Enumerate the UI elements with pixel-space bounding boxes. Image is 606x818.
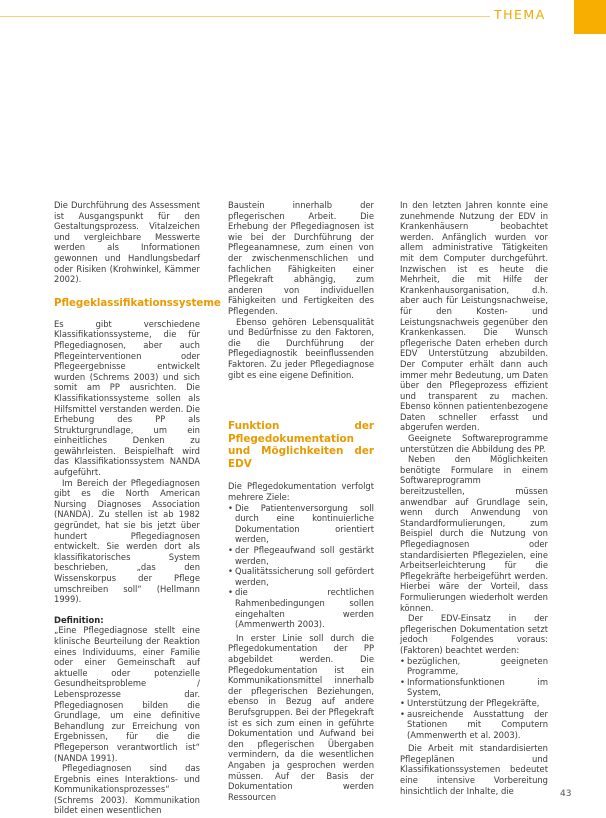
list-item: • Qualitätssicherung soll gefördert werden, (228, 566, 374, 587)
section-label: THEMA (494, 7, 546, 22)
paragraph: Ebenso gehören Lebensqualität und Bedürfnisse zu den Faktoren, die die Durchführung der Pflegediagnostik beeinflussenden Faktoren. Zu jeder Pflegediagnose gibt es eine eigene Definition. (228, 316, 374, 380)
paragraph: Es gibt verschiedene Klassifikationssysteme, die für Pflegediagnosen, aber auch Pflegeinterventionen oder Pflegeergebnisse entwickelt wurden (Schrems 2003) und sich somit am PP ausrichten. Die Klassifikationssysteme sollen als Hilfsmittel verstanden werden. Die Erhebung des PP als Strukturgrundlage, um ein einheitliches Denken zu gewährleisten. Beispielhaft wird das Klassifikationssystem NANDA aufgeführt. (54, 318, 200, 478)
definition-text: „Eine Pflegediagnose stellt eine klinische Beurteilung der Reaktion eines Individuums, einer Familie oder einer Gemeinschaft auf aktuelle oder potenzielle Gesundheitsprobleme / Lebensprozesse dar. Pflegediagnosen bilden die Grundlage, um eine definitive Behandlung zur Erreichung von Ergebnissen, für die die Pflegeperson verantwortlich ist“ (NANDA 1991). (54, 625, 200, 763)
list-item: • Die Patientenversorgung soll durch eine kontinuierliche Dokumentation orientiert werden, (228, 503, 374, 545)
list-item: • Unterstützung der Pflegekräfte, (400, 698, 548, 709)
definition-heading: Definition: (54, 614, 104, 625)
goals-list (228, 503, 374, 630)
list-item: • die rechtlichen Rahmenbedingungen sollen eingehalten werden (Ammenwerth 2003). (228, 587, 374, 629)
intro-paragraph: Die Durchführung des Assessment ist Ausgangspunkt für den Gestaltungsprozess. Vitalzeichen und vergleichbare Messwerte werden als Informationen gewonnen und Handlungsbedarf oder Risiken (Krohwinkel, Kämmer 2002). (54, 200, 200, 285)
list-item: • der Pflegeaufwand soll gestärkt werden, (228, 545, 374, 566)
paragraph: In den letzten Jahren konnte eine zunehmende Nutzung der EDV in Krankenhäusern beobachtet werden. Anfänglich wurden vor allem administrative Tätigkeiten mit dem Computer durchgeführt. Inzwischen ist es heute die Mehrheit, die mit Hilfe der Krankenhausorganisation, d.h. aber auch für Leistungsnachweise, für den Kosten- und Leistungsnachweis gegenüber den Krankenkassen. Die Wunsch pflegerische Daten erheben durch EDV Unterstützung abzubilden. Der Computer erhält dann auch immer mehr Bedeutung, um Daten über den Pflegeprozess effizient und transparent zu machen. Ebenso können patientenbezogene Daten schneller erfasst und abgerufen werden. (400, 200, 548, 433)
column-2 (228, 200, 374, 802)
paragraph: Die Pflegedokumentation verfolgt mehrere Ziele: (228, 481, 374, 503)
paragraph: Neben den Möglichkeiten benötigte Formulare in einem Softwareprogramm bereitzustellen, müssen anwendbar auf Grundlage sein, wenn durch Anwendung von Standardformulierungen, zum Beispiel durch die Nutzung von Pflegediagnosen oder standardisierten Pflegezielen, eine Arbeitserleichterung für die Pflegekräfte herbeigeführt werden. Hierbei wäre der Vorteil, dass Formulierungen wiederholt werden können. (400, 454, 548, 613)
page-header (0, 0, 606, 34)
requirements-list (400, 656, 548, 741)
page-number: 43 (560, 789, 572, 799)
paragraph: In erster Linie soll durch die Pflegedokumentation der PP abgebildet werden. Die Pflegedokumentation ist ein Kommunikationsmittel innerhalb der pflegerischen Beziehungen, ebenso in Bezug auf andere Berufsgruppen. Bei der Pflegekraft ist es sich zum einen in geführte Dokumentation und Aufwand bei den pflegerischen Übergaben vermindern, da die wesentlichen Angaben ja gesprochen werden müssen. Auf der Basis der Dokumentation werden Ressourcen (228, 632, 374, 802)
paragraph: Geeignete Softwareprogramme unterstützen die Abbildung des PP. (400, 433, 548, 454)
section-heading-classification: Pflegeklassifikationssysteme (54, 297, 221, 309)
paragraph: Die Arbeit mit standardisierten Pflegeplänen und Klassifikationssystemen bedeutet eine intensive Vorbereitung hinsichtlich der Inhalte, die (400, 743, 548, 796)
section-heading-documentation: Funktion der Pflegedokumentation und Möglichkeiten der EDV (228, 420, 374, 470)
header-rule (0, 16, 490, 17)
list-item: • bezüglichen, geeigneten Programme, (400, 656, 548, 677)
paragraph: Im Bereich der Pflegediagnosen gibt es die North American Nursing Diagnoses Association (NANDA). Zu stellen ist ab 1982 gegründet, hat sie bis jetzt über hundert Pflegediagnosen entwickelt. Sie werden dort als klassifikatorisches System beschrieben, „das den Wissenskorpus der Pflege umschreiben soll“ (Hellmann 1999). (54, 477, 200, 605)
list-item: • Informationsfunktionen im System, (400, 677, 548, 698)
paragraph: Pflegediagnosen sind das Ergebnis eines Interaktions- und Kommunikationsprozesses“ (Schrems 2003). Kommunikation bildet einen wesentlichen (54, 763, 200, 816)
column-3 (400, 200, 548, 796)
list-item: • ausreichende Ausstattung der Stationen mit Computern (Ammenwerth et al. 2003). (400, 709, 548, 741)
paragraph: Baustein innerhalb der pflegerischen Arbeit. Die Erhebung der Pflegediagnosen ist wie bei der Durchführung der Pflegeanamnese, zum einen von der zwischenmenschlichen und fachlichen Fähigkeiten einer Pflegekraft abhängig, zum anderen von individuellen Fähigkeiten und Fertigkeiten des Pflegenden. (228, 200, 374, 316)
column-1 (54, 200, 221, 816)
corner-tab (574, 0, 606, 34)
paragraph: Der EDV-Einsatz in der pflegerischen Dokumentation setzt jedoch Folgendes voraus: (Faktoren) beachtet werden: (400, 613, 548, 655)
